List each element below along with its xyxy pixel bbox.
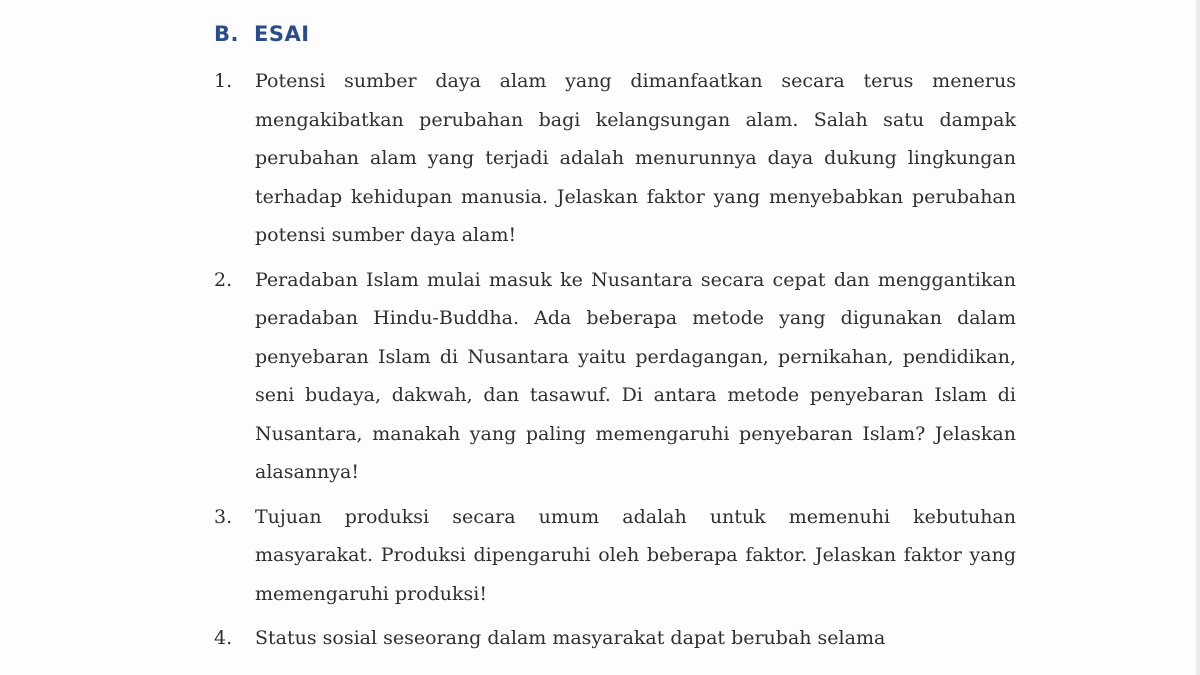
essay-question-2 [214, 261, 1016, 492]
question-text: Potensi sumber daya alam yang dimanfaatkan secara terus menerus mengakibatkan perubahan bagi kelangsungan alam. Salah satu dampak perubahan alam yang terjadi adalah menurunnya daya dukung lingkungan terhadap kehidupan manusia. Jelaskan faktor yang menyebabkan perubahan potensi sumber daya alam! [255, 70, 1016, 246]
question-text: Tujuan produksi secara umum adalah untuk memenuhi kebutuhan masyarakat. Produksi dipengaruhi oleh beberapa faktor. Jelaskan faktor yang memengaruhi produksi! [255, 505, 1016, 605]
question-number: 4. [214, 627, 233, 649]
section-title: ESAI [254, 22, 310, 46]
essay-question-1 [214, 62, 1016, 255]
page-edge [1196, 0, 1200, 675]
section-letter: B. [214, 22, 239, 46]
question-text: Peradaban Islam mulai masuk ke Nusantara secara cepat dan menggantikan peradaban Hindu-Buddha. Ada beberapa metode yang digunakan dalam penyebaran Islam di Nusantara yaitu perdagangan, pernikahan, pendidikan, seni budaya, dakwah, dan tasawuf. Di antara metode penyebaran Islam di Nusantara, manakah yang paling memengaruhi penyebaran Islam? Jelaskan alasannya! [255, 268, 1016, 483]
question-number: 3. [214, 505, 233, 528]
question-text: Status sosial seseorang dalam masyarakat dapat berubah selama [255, 627, 886, 649]
essay-question-4 [214, 619, 1016, 658]
essay-question-3 [214, 498, 1016, 614]
section-heading [214, 22, 310, 46]
essay-question-list [214, 62, 1016, 664]
question-number: 2. [214, 268, 233, 291]
question-number: 1. [214, 70, 233, 92]
